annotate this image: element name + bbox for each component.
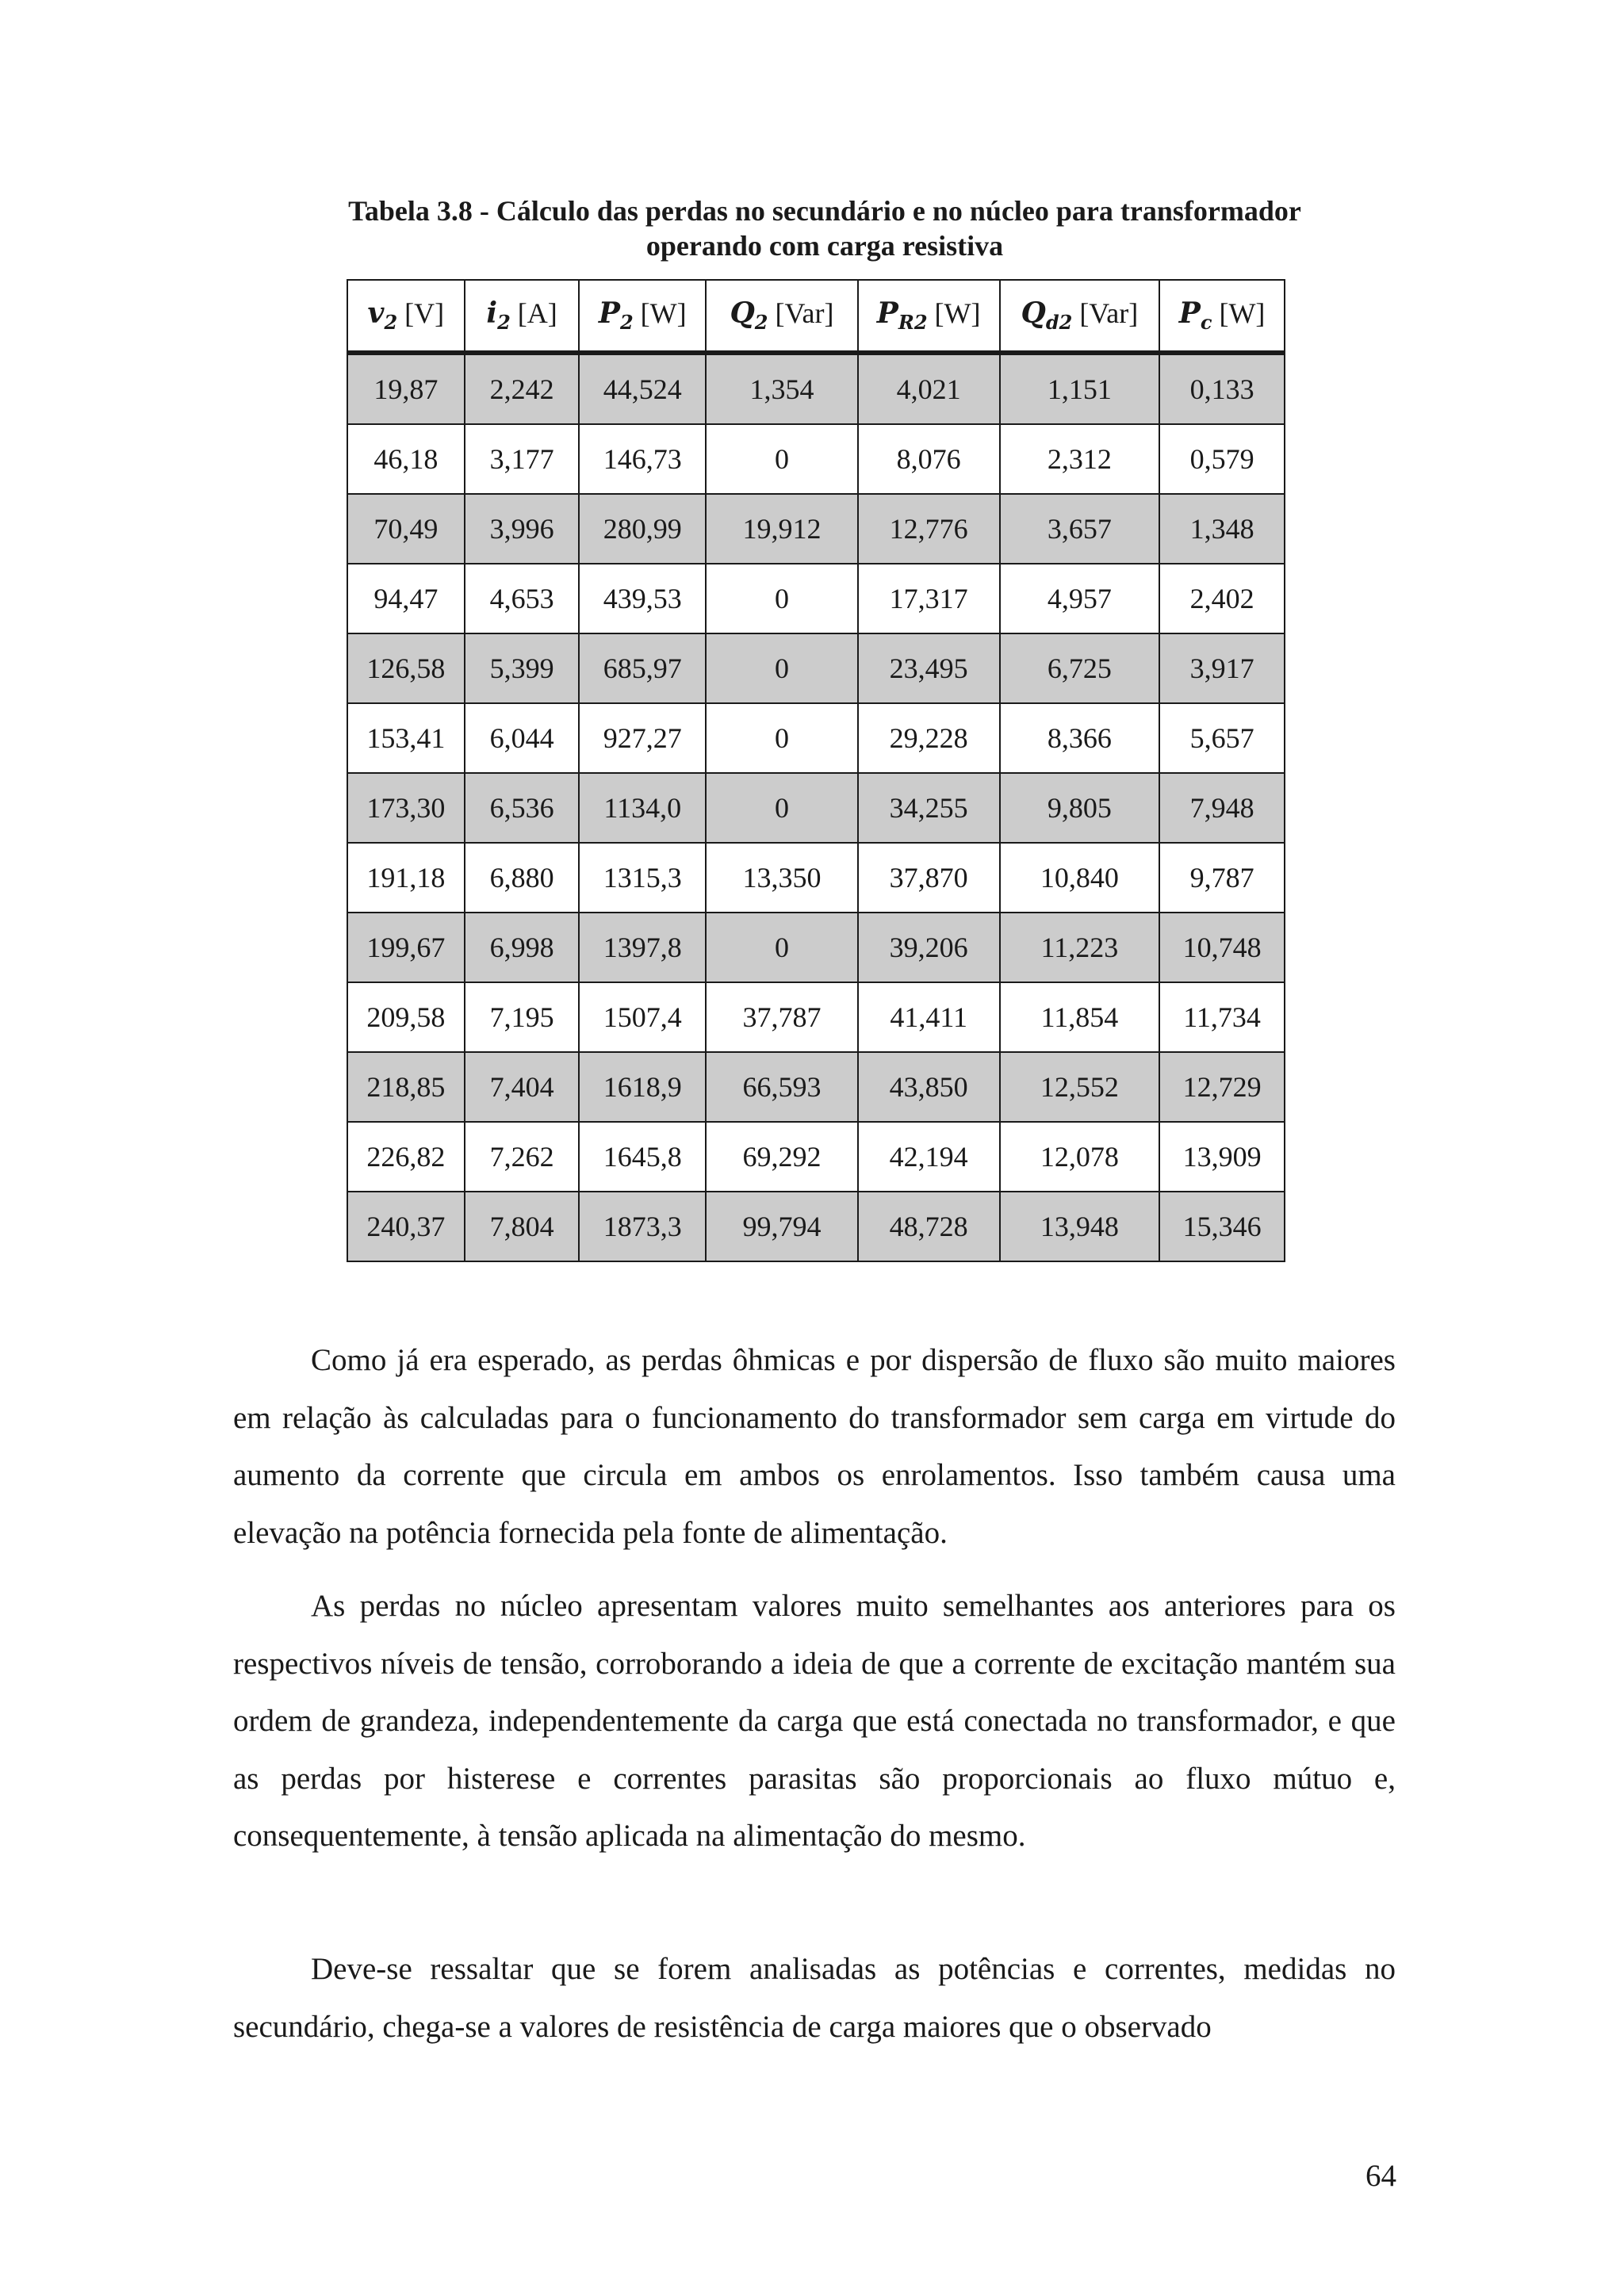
table-row	[347, 843, 1285, 913]
table-cell: 0,579	[1159, 424, 1285, 494]
table-cell: 2,242	[465, 353, 580, 424]
table-cell: 43,850	[858, 1052, 1000, 1122]
column-symbol-subscript: 2	[384, 311, 398, 335]
column-header-3	[579, 280, 706, 353]
table-cell: 1134,0	[579, 773, 706, 843]
table-cell: 6,880	[465, 843, 580, 913]
paragraph-3-text: Deve-se ressaltar que se forem analisadas as potências e correntes, medidas no secundário, chega-se a valores de resistência de carga maiores que o observado	[233, 1952, 1396, 2044]
table-cell: 46,18	[347, 424, 465, 494]
table-cell: 153,41	[347, 703, 465, 773]
table-cell: 17,317	[858, 564, 1000, 633]
table-cell: 41,411	[858, 982, 1000, 1052]
column-unit: [W]	[1212, 297, 1266, 330]
table-cell: 7,195	[465, 982, 580, 1052]
table-cell: 13,909	[1159, 1122, 1285, 1192]
column-unit: [A]	[510, 297, 557, 330]
table-cell: 7,404	[465, 1052, 580, 1122]
table-cell: 126,58	[347, 633, 465, 703]
paragraph-1-text: Como já era esperado, as perdas ôhmicas e por dispersão de fluxo são muito maiores em relação às calculadas para o funcionamento do transformador sem carga em virtude do aumento da corrente que circula em ambos os enrolamentos. Isso também causa uma elevação na potência fornecida pela fonte de alimentação.	[233, 1343, 1396, 1550]
table-cell: 7,262	[465, 1122, 580, 1192]
table-cell: 12,729	[1159, 1052, 1285, 1122]
table-cell: 280,99	[579, 494, 706, 564]
table-cell: 3,996	[465, 494, 580, 564]
caption-line-1: Tabela 3.8 - Cálculo das perdas no secundário e no núcleo para transformador	[348, 195, 1301, 227]
table-cell: 12,078	[1000, 1122, 1160, 1192]
table-cell: 209,58	[347, 982, 465, 1052]
table-cell: 34,255	[858, 773, 1000, 843]
table-cell: 69,292	[706, 1122, 858, 1192]
column-header-1	[347, 280, 465, 353]
column-symbol: i	[486, 297, 498, 331]
table-cell: 240,37	[347, 1192, 465, 1261]
column-header-2	[465, 280, 580, 353]
table-row	[347, 703, 1285, 773]
table-cell: 9,805	[1000, 773, 1160, 843]
table-cell: 6,044	[465, 703, 580, 773]
table-cell: 12,776	[858, 494, 1000, 564]
table-cell: 6,998	[465, 913, 580, 982]
table-cell: 9,787	[1159, 843, 1285, 913]
column-subscript-wrap	[619, 297, 634, 335]
table-cell: 1397,8	[579, 913, 706, 982]
table-cell: 10,748	[1159, 913, 1285, 982]
column-symbol: P	[1178, 297, 1201, 331]
column-unit: [W]	[633, 297, 687, 330]
table-caption	[238, 193, 1411, 263]
column-symbol: P	[598, 297, 620, 331]
table-cell: 12,552	[1000, 1052, 1160, 1122]
table-cell: 8,076	[858, 424, 1000, 494]
column-subscript-wrap	[1200, 297, 1212, 335]
table-cell: 1507,4	[579, 982, 706, 1052]
table-cell: 1,151	[1000, 353, 1160, 424]
table-row	[347, 564, 1285, 633]
column-header-4	[706, 280, 858, 353]
table-cell: 173,30	[347, 773, 465, 843]
table-cell: 37,787	[706, 982, 858, 1052]
table-cell: 1315,3	[579, 843, 706, 913]
column-symbol: Q	[1021, 297, 1046, 331]
table-cell: 8,366	[1000, 703, 1160, 773]
table-row	[347, 353, 1285, 424]
table-cell: 94,47	[347, 564, 465, 633]
table-cell: 226,82	[347, 1122, 465, 1192]
paragraph-3	[233, 1941, 1396, 2056]
table-cell: 3,657	[1000, 494, 1160, 564]
column-subscript-wrap	[497, 297, 511, 335]
column-subscript-wrap	[384, 297, 398, 335]
column-symbol: Q	[730, 297, 755, 331]
caption-line-2: operando com carga resistiva	[645, 230, 1004, 262]
table-cell: 23,495	[858, 633, 1000, 703]
table-cell: 4,653	[465, 564, 580, 633]
table-cell: 10,840	[1000, 843, 1160, 913]
table-cell: 439,53	[579, 564, 706, 633]
table-cell: 685,97	[579, 633, 706, 703]
table-cell: 11,854	[1000, 982, 1160, 1052]
page-number: 64	[1365, 2159, 1396, 2193]
column-symbol-subscript: d2	[1045, 311, 1073, 335]
table-cell: 2,402	[1159, 564, 1285, 633]
table-cell: 2,312	[1000, 424, 1160, 494]
table-cell: 0	[706, 913, 858, 982]
table-header-row	[347, 280, 1285, 353]
losses-table	[347, 279, 1285, 1262]
table-cell: 1873,3	[579, 1192, 706, 1261]
table-body	[347, 353, 1285, 1261]
column-subscript-wrap	[754, 297, 768, 335]
table-cell: 19,87	[347, 353, 465, 424]
table-cell: 44,524	[579, 353, 706, 424]
column-unit: [Var]	[768, 297, 834, 330]
table-cell: 0	[706, 703, 858, 773]
table-cell: 0	[706, 564, 858, 633]
column-symbol-subscript: R2	[898, 311, 928, 335]
table-cell: 927,27	[579, 703, 706, 773]
column-unit: [W]	[927, 297, 981, 330]
table-cell: 37,870	[858, 843, 1000, 913]
table-cell: 1,348	[1159, 494, 1285, 564]
table-cell: 191,18	[347, 843, 465, 913]
table-cell: 1645,8	[579, 1122, 706, 1192]
table-cell: 13,948	[1000, 1192, 1160, 1261]
table-cell: 199,67	[347, 913, 465, 982]
table-row	[347, 1122, 1285, 1192]
column-subscript-wrap	[1045, 297, 1073, 335]
table-row	[347, 1052, 1285, 1122]
table-row	[347, 424, 1285, 494]
table-cell: 7,948	[1159, 773, 1285, 843]
column-symbol-subscript: 2	[619, 311, 634, 335]
table-cell: 19,912	[706, 494, 858, 564]
table-cell: 70,49	[347, 494, 465, 564]
table-cell: 42,194	[858, 1122, 1000, 1192]
table-row	[347, 773, 1285, 843]
table-cell: 39,206	[858, 913, 1000, 982]
column-symbol-subscript: 2	[497, 311, 511, 335]
table-cell: 15,346	[1159, 1192, 1285, 1261]
table-cell: 5,657	[1159, 703, 1285, 773]
column-subscript-wrap	[898, 297, 928, 335]
table-cell: 7,804	[465, 1192, 580, 1261]
table-cell: 66,593	[706, 1052, 858, 1122]
table-cell: 5,399	[465, 633, 580, 703]
table-cell: 3,917	[1159, 633, 1285, 703]
table-cell: 1618,9	[579, 1052, 706, 1122]
table-cell: 4,021	[858, 353, 1000, 424]
column-symbol-subscript: 2	[754, 311, 768, 335]
table-row	[347, 633, 1285, 703]
table-cell: 29,228	[858, 703, 1000, 773]
table-cell: 0	[706, 424, 858, 494]
table-cell: 6,725	[1000, 633, 1160, 703]
table-cell: 218,85	[347, 1052, 465, 1122]
column-unit: [V]	[397, 297, 445, 330]
paragraph-1	[233, 1332, 1396, 1562]
paragraph-2	[233, 1578, 1396, 1866]
table-cell: 99,794	[706, 1192, 858, 1261]
paragraph-2-text: As perdas no núcleo apresentam valores muito semelhantes aos anteriores para os respectivos níveis de tensão, corroborando a ideia de que a corrente de excitação mantém sua ordem de grandeza, independentemente da carga que está conectada no transformador, e que as perdas por histerese e correntes parasitas são proporcionais ao fluxo mútuo e, consequentemente, à tensão aplicada na alimentação do mesmo.	[233, 1589, 1396, 1853]
table-row	[347, 1192, 1285, 1261]
table-cell: 0	[706, 773, 858, 843]
table-cell: 3,177	[465, 424, 580, 494]
table-cell: 6,536	[465, 773, 580, 843]
column-header-7	[1159, 280, 1285, 353]
table-cell: 11,734	[1159, 982, 1285, 1052]
table-cell: 0,133	[1159, 353, 1285, 424]
column-symbol: v	[367, 297, 385, 331]
column-unit: [Var]	[1072, 297, 1139, 330]
table-cell: 146,73	[579, 424, 706, 494]
table-cell: 1,354	[706, 353, 858, 424]
table-cell: 4,957	[1000, 564, 1160, 633]
table-cell: 13,350	[706, 843, 858, 913]
column-symbol: P	[876, 297, 898, 331]
table-cell: 0	[706, 633, 858, 703]
column-symbol-subscript: c	[1200, 311, 1212, 335]
table-cell: 11,223	[1000, 913, 1160, 982]
table-row	[347, 982, 1285, 1052]
column-header-5	[858, 280, 1000, 353]
table-cell: 48,728	[858, 1192, 1000, 1261]
column-header-6	[1000, 280, 1160, 353]
table-row	[347, 913, 1285, 982]
table-row	[347, 494, 1285, 564]
